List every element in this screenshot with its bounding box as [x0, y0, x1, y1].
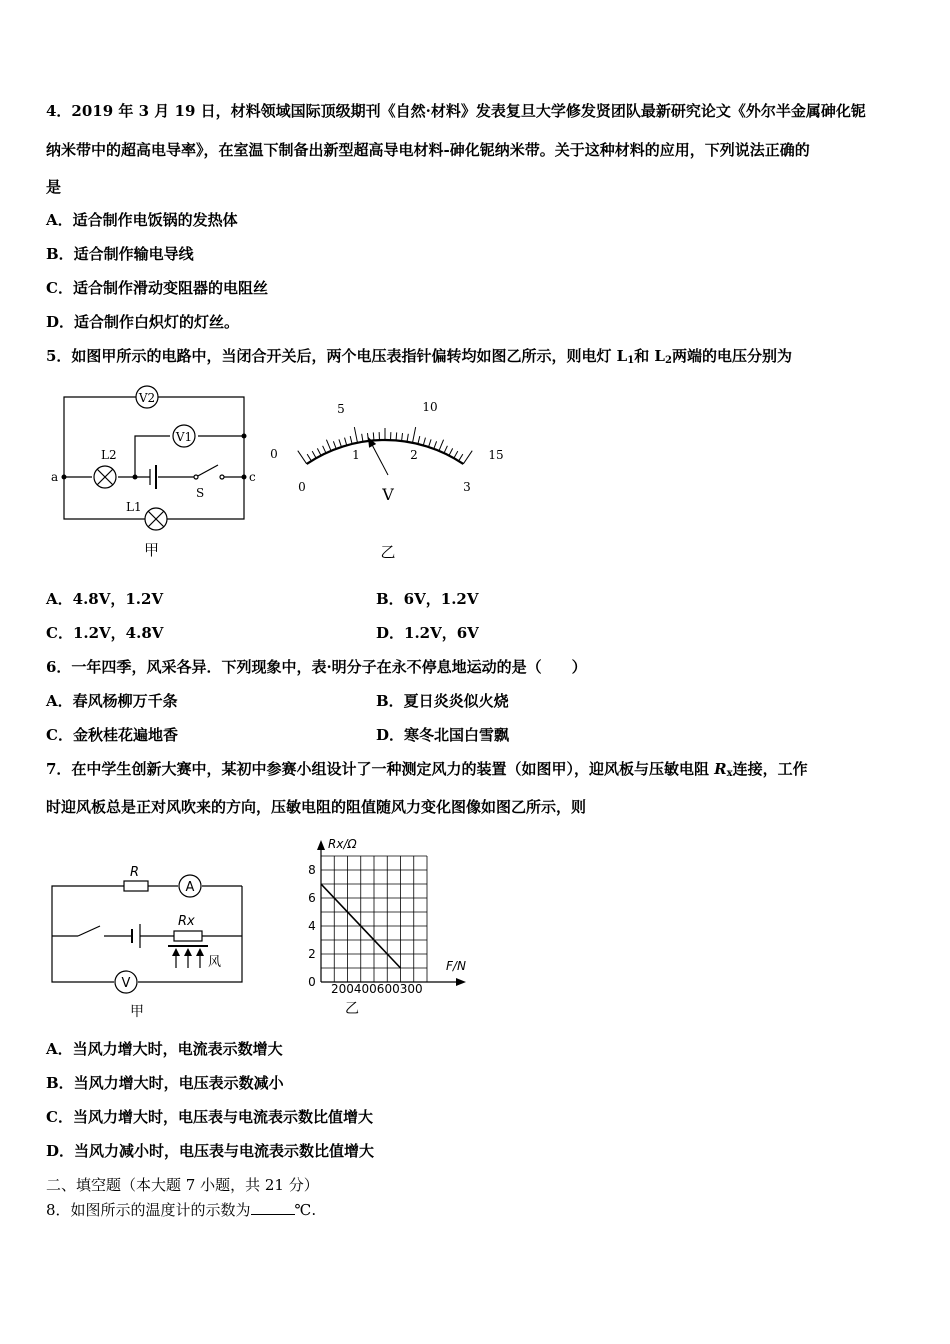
q5-sub: 2: [664, 355, 672, 366]
caption-yi: 乙: [345, 1001, 359, 1017]
wind-label: 风: [208, 955, 222, 970]
dial-tick: [459, 454, 463, 461]
q5-stem-part: 5．如图甲所示的电路中，当闭合开关后，两个电压表指针偏转均如图乙所示，则电灯 L: [46, 347, 628, 365]
v1-label: V1: [175, 430, 193, 444]
dial-tick: [402, 433, 403, 441]
dial-tick: [317, 448, 321, 455]
caption-yi: 乙: [380, 543, 396, 561]
top-tick-label: 0: [270, 447, 278, 461]
dial-tick: [298, 451, 307, 464]
x-axis-label: F/N: [446, 959, 466, 973]
bottom-tick-label: 0: [298, 480, 306, 494]
dial-tick: [312, 451, 316, 458]
q4-line1: 4．2019 年 3 月 19 日，材料领域国际顶级期刊《自然·材料》发表复旦大学修发贤团队最新研究论文《外尔半金属砷化铌: [46, 102, 866, 120]
y-tick-label: 0: [308, 975, 316, 989]
dial-tick: [439, 440, 444, 451]
top-tick-label: 15: [488, 448, 504, 462]
y-tick-label: 2: [308, 947, 316, 961]
dial-tick: [362, 434, 363, 442]
q5-stem-part: 和 L: [634, 347, 665, 365]
q6-option-c: C．金秋桂花遍地香: [46, 726, 178, 744]
q5-stem-part: 两端的电压分别为: [671, 347, 792, 365]
v2-label: V2: [138, 391, 156, 405]
rx-label: Rx: [178, 914, 195, 929]
q7-line1: [46, 759, 808, 784]
dial-tick: [373, 432, 374, 440]
dial-tick: [326, 440, 331, 451]
dial-tick: [354, 427, 357, 443]
caption-jia: 甲: [130, 1004, 144, 1020]
q4-option-a: A．适合制作电饭锅的发热体: [46, 211, 238, 229]
q5-option-d: D．1.2V，6V: [376, 624, 479, 642]
l1-label: L1: [126, 500, 142, 514]
section2-title: 二、填空题（本大题 7 小题，共 21 分）: [46, 1176, 319, 1194]
q8-stem-part: ℃.: [294, 1201, 317, 1219]
q5-option-a: A．4.8V，1.2V: [46, 590, 164, 608]
bottom-tick-label: 2: [410, 448, 418, 462]
q7-option-b: B．当风力增大时，电压表示数减小: [46, 1074, 284, 1092]
q5-option-c: C．1.2V，4.8V: [46, 624, 164, 642]
q7-line1-part: 7．在中学生创新大赛中，某初中参赛小组设计了一种测定风力的装置（如图甲），迎风板与压敏电阻: [46, 760, 715, 778]
l2-label: L2: [101, 448, 117, 462]
y-tick-label: 6: [308, 891, 316, 905]
q8-stem: [46, 1200, 316, 1220]
q7-option-a: A．当风力增大时，电流表示数增大: [46, 1040, 283, 1058]
bottom-tick-label: 1: [352, 448, 360, 462]
q6-option-b: B．夏日炎炎似火烧: [376, 692, 509, 710]
q7-rx-symbol: R: [714, 760, 727, 778]
ammeter-label: A: [185, 880, 195, 895]
q8-stem-part: 8．如图所示的温度计的示数为: [46, 1201, 251, 1219]
r-label: R: [130, 865, 140, 880]
q5-sub: 1: [627, 355, 635, 366]
y-tick-label: 4: [308, 919, 316, 933]
dial-tick: [413, 427, 416, 443]
dial-tick: [444, 446, 447, 453]
y-axis-label: Rx/Ω: [328, 837, 357, 851]
x-tick-labels: 200400600300: [331, 982, 423, 996]
x-axis-arrow: [456, 978, 466, 986]
dial-tick: [396, 432, 397, 440]
q6-option-a: A．春风杨柳万千条: [46, 692, 178, 710]
node-a-label: a: [51, 470, 59, 484]
q7-circuit-figure: [44, 860, 254, 1020]
q4-option-b: B．适合制作输电导线: [46, 245, 194, 263]
q5-circuit-figure: [46, 385, 276, 565]
dial-tick: [449, 448, 453, 455]
q7-line2: 时迎风板总是正对风吹来的方向，压敏电阻的阻值随风力变化图像如图乙所示，则: [46, 798, 587, 816]
dial-tick: [407, 434, 408, 442]
y-tick-label: 8: [308, 863, 316, 877]
q4-line3: 是: [46, 178, 62, 196]
q5-voltmeter-dial: [262, 390, 522, 570]
top-tick-label: 5: [337, 402, 345, 416]
top-tick-label: 10: [422, 400, 438, 414]
dial-tick: [307, 454, 311, 461]
dial-tick: [454, 451, 458, 458]
q5-option-b: B．6V，1.2V: [376, 590, 479, 608]
caption-jia: 甲: [144, 541, 160, 559]
node-c-label: c: [249, 470, 256, 484]
unit-label: V: [382, 485, 394, 504]
q5-stem: [46, 346, 792, 371]
q4-line2: 纳米带中的超高电导率》，在室温下制备出新型超高导电材料-砷化铌纳米带。关于这种材料的应用，下列说法正确的: [46, 141, 810, 159]
switch-label: S: [196, 486, 205, 500]
bottom-tick-label: 3: [463, 480, 471, 494]
q6-option-d: D．寒冬北国白雪飘: [376, 726, 510, 744]
y-axis-arrow: [317, 840, 325, 850]
q7-rx-sub: x: [726, 768, 733, 779]
q7-line1-part: 连接，工作: [732, 760, 808, 778]
q8-answer-blank[interactable]: [251, 1200, 295, 1215]
voltmeter-label: V: [121, 976, 131, 991]
q7-option-d: D．当风力减小时，电压表与电流表示数比值增大: [46, 1142, 375, 1160]
dial-tick: [463, 451, 472, 464]
q7-option-c: C．当风力增大时，电压表与电流表示数比值增大: [46, 1108, 373, 1126]
q4-option-d: D．适合制作白炽灯的灯丝。: [46, 313, 240, 331]
q6-stem: 6．一年四季，风采各异．下列现象中，表·明分子在永不停息地运动的是（ ）: [46, 658, 587, 676]
q7-graph: [300, 830, 500, 1020]
meter-needle-arrow: [368, 437, 376, 448]
dial-tick: [323, 446, 326, 453]
q4-option-c: C．适合制作滑动变阻器的电阻丝: [46, 279, 268, 297]
